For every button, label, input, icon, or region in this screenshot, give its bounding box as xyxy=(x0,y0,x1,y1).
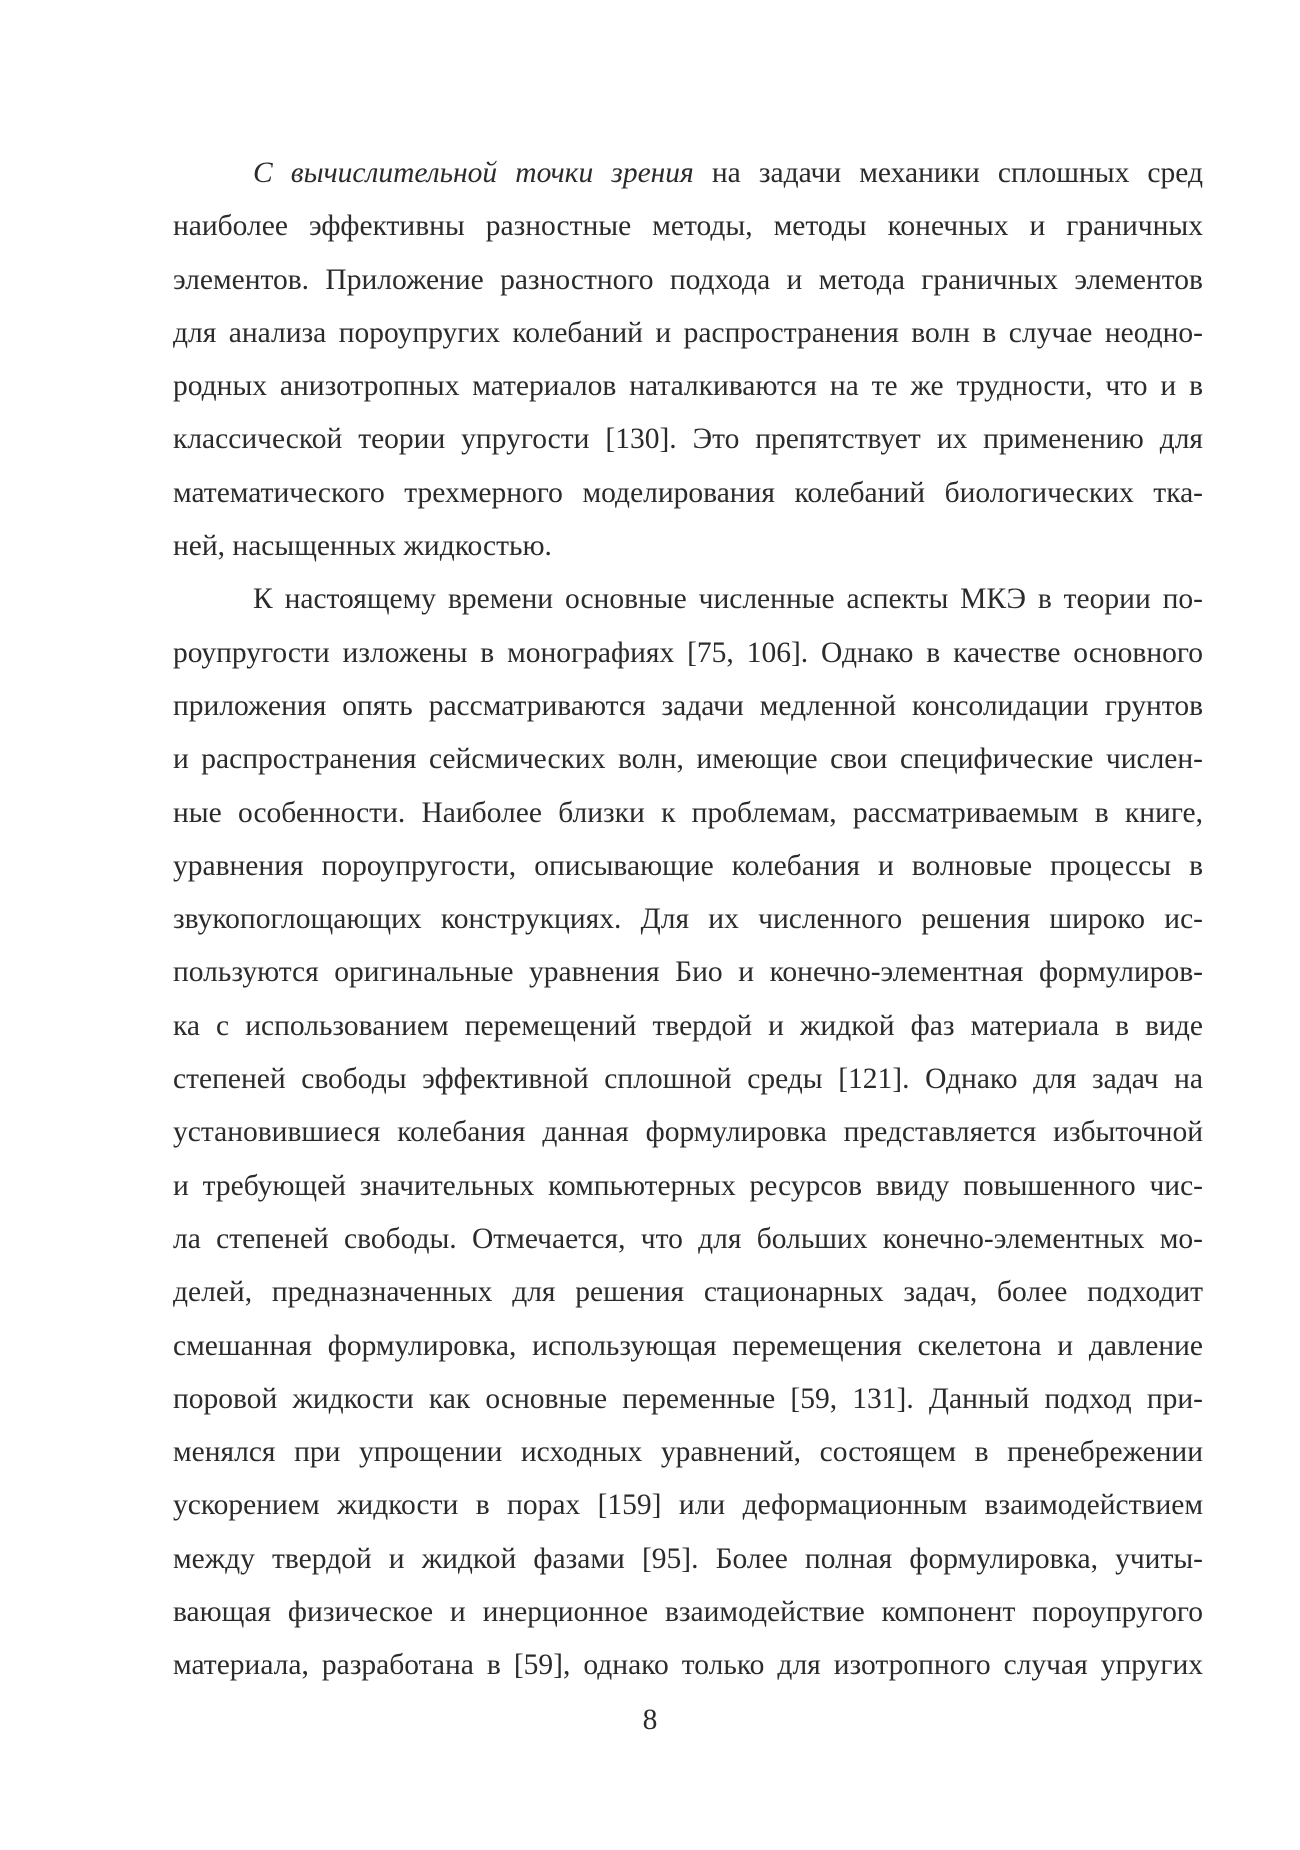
text-line: ные особенности. Наиболее близки к проблемам, рассматриваемым в книге, xyxy=(173,796,1203,829)
text-line: родных анизотропных материалов наталкиваются на те же трудности, что и в xyxy=(173,370,1203,403)
text-line: вающая физическое и инерционное взаимодействие компонент пороупругого xyxy=(173,1596,1203,1629)
text-line: ускорением жидкости в порах [159] или деформационным взаимодействием xyxy=(173,1489,1203,1522)
text-line: смешанная формулировка, использующая перемещения скелетона и давление xyxy=(173,1329,1203,1362)
text-line xyxy=(173,147,1203,200)
text-line: ка с использованием перемещений твердой и жидкой фаз материала в виде xyxy=(173,1009,1203,1042)
text-line: между твердой и жидкой фазами [95]. Более полная формулировка, учиты- xyxy=(173,1542,1203,1575)
text-line: менялся при упрощении исходных уравнений, состоящем в пренебрежении xyxy=(173,1436,1203,1469)
text-line: роупругости изложены в монографиях [75, 106]. Однако в качестве основного xyxy=(173,636,1203,669)
text-line: и требующей значительных компьютерных ресурсов ввиду повышенного чис- xyxy=(173,1169,1203,1202)
text-line: классической теории упругости [130]. Это препятствует их применению для xyxy=(173,423,1203,456)
text-line: поровой жидкости как основные переменные [59, 131]. Данный подход при- xyxy=(173,1382,1203,1415)
text-line: приложения опять рассматриваются задачи медленной консолидации грунтов xyxy=(173,689,1203,722)
text-line: К настоящему времени основные численные аспекты МКЭ в теории по- xyxy=(253,583,1203,616)
text-line: степеней свободы эффективной сплошной среды [121]. Однако для задач на xyxy=(173,1063,1203,1096)
text-line: ней, насыщенных жидкостью. xyxy=(173,530,552,563)
text-line: уравнения пороупругости, описывающие колебания и волновые процессы в xyxy=(173,849,1203,882)
text-line: ла степеней свободы. Отмечается, что для больших конечно-элементных мо- xyxy=(173,1222,1203,1255)
body-text xyxy=(173,147,1203,1693)
text-line: наиболее эффективны разностные методы, методы конечных и граничных xyxy=(173,210,1203,243)
text-line: делей, предназначенных для решения стационарных задач, более подходит xyxy=(173,1276,1203,1309)
page-number: 8 xyxy=(642,1704,658,1736)
text-line: элементов. Приложение разностного подхода и метода граничных элементов xyxy=(173,263,1203,296)
text-line: и распространения сейсмических волн, имеющие свои специфические числен- xyxy=(173,743,1203,776)
text-line: математического трехмерного моделирования колебаний биологических тка- xyxy=(173,476,1203,509)
text-line: для анализа пороупругих колебаний и распространения волн в случае неодно- xyxy=(173,316,1203,349)
text-line: звукопоглощающих конструкциях. Для их численного решения широко ис- xyxy=(173,903,1203,936)
italic-phrase: С вычислительной точки зрения xyxy=(253,157,694,189)
text-line: материала, разработана в [59], однако только для изотропного случая упругих xyxy=(173,1649,1203,1682)
text-line: пользуются оригинальные уравнения Био и конечно-элементная формулиров- xyxy=(173,956,1203,989)
line-text: на задачи механики сплошных сред xyxy=(693,157,1203,189)
text-line: установившиеся колебания данная формулировка представляется избыточной xyxy=(173,1116,1203,1149)
